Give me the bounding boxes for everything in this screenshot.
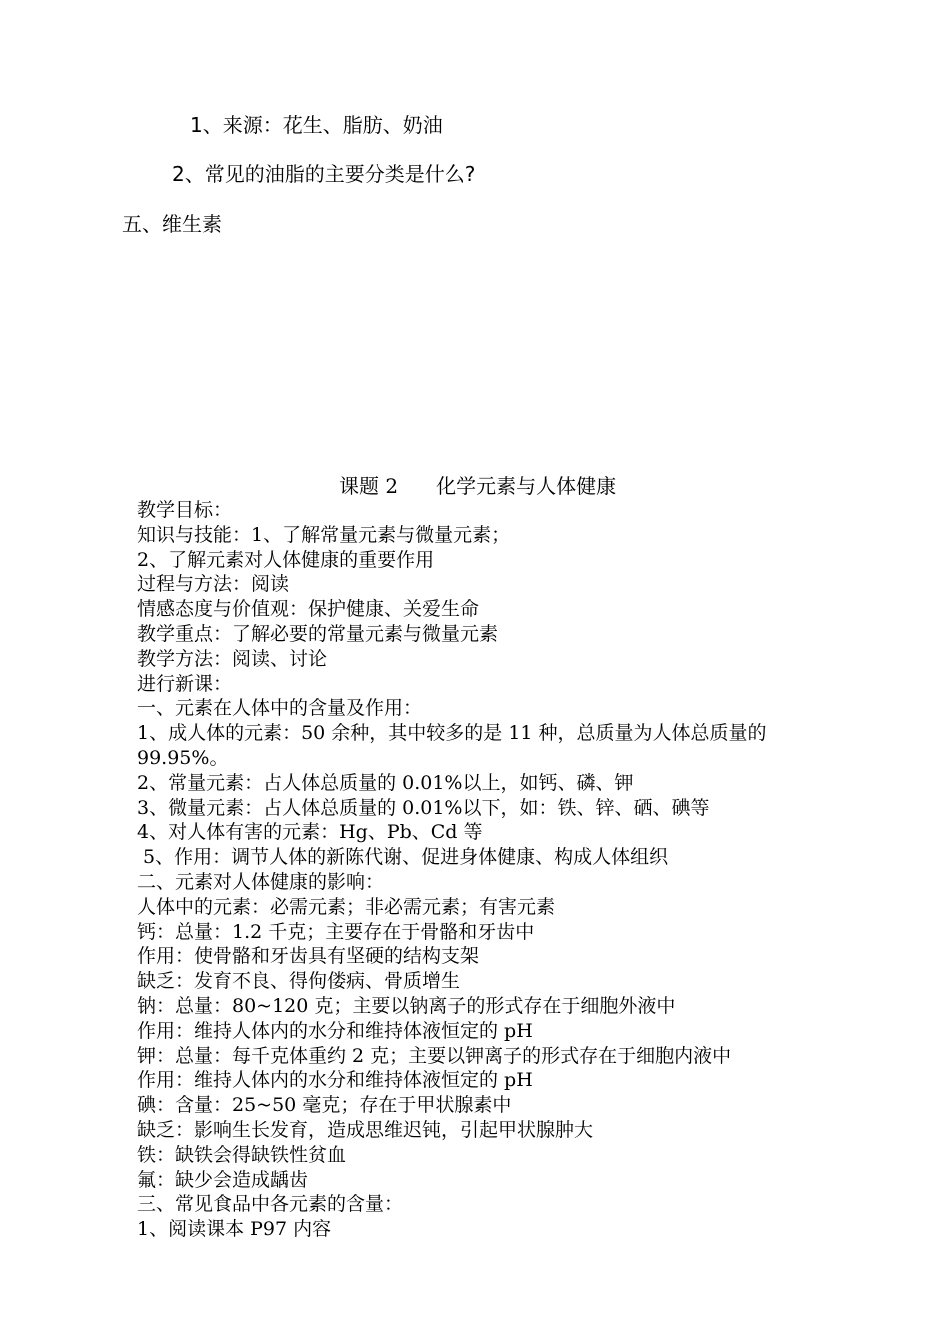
- text-line: 1、阅读课本 P97 内容: [137, 1218, 332, 1241]
- text-line: 钠：总量：80~120 克；主要以钠离子的形式存在于细胞外液中: [137, 994, 676, 1017]
- section-heading-vitamins: 五、维生素: [122, 212, 222, 236]
- text-line: 2、常量元素：占人体总质量的 0.01%以上，如钙、磷、钾: [137, 771, 634, 794]
- text-line: 2、了解元素对人体健康的重要作用: [137, 548, 435, 571]
- question-line: 2、常见的油脂的主要分类是什么?: [172, 162, 476, 186]
- text-line: 氟：缺少会造成龋齿: [137, 1168, 309, 1191]
- text-line: 钙：总量：1.2 千克；主要存在于骨骼和牙齿中: [137, 920, 535, 943]
- text-line: 5、作用：调节人体的新陈代谢、促进身体健康、构成人体组织: [137, 846, 669, 869]
- text-line: 99.95%。: [137, 746, 229, 769]
- text-line: 钾：总量：每千克体重约 2 克；主要以钾离子的形式存在于细胞内液中: [137, 1044, 732, 1067]
- text-line: 缺乏：影响生长发育，造成思维迟钝，引起甲状腺肿大: [137, 1118, 594, 1141]
- text-line: 3、微量元素：占人体总质量的 0.01%以下，如：铁、锌、硒、碘等: [137, 796, 710, 819]
- text-line: 人体中的元素：必需元素；非必需元素；有害元素: [137, 895, 556, 918]
- lesson-title-number: 课题 2: [339, 474, 399, 498]
- text-line: 知识与技能：1、了解常量元素与微量元素；: [137, 523, 511, 546]
- text-line: 碘：含量：25~50 毫克；存在于甲状腺素中: [137, 1094, 512, 1117]
- source-line: 1、来源：花生、脂肪、奶油: [190, 113, 443, 137]
- text-line: 1、成人体的元素：50 余种，其中较多的是 11 种，总质量为人体总质量的: [137, 722, 767, 745]
- text-line: 作用：使骨骼和牙齿具有坚硬的结构支架: [137, 945, 480, 968]
- text-line: 作用：维持人体内的水分和维持体液恒定的 pH: [137, 1019, 533, 1042]
- text-line: 三、常见食品中各元素的含量：: [137, 1193, 404, 1216]
- text-line: 过程与方法：阅读: [137, 573, 290, 596]
- text-line: 教学目标：: [137, 499, 233, 521]
- text-line: 二、元素对人体健康的影响：: [137, 870, 385, 893]
- text-line: 作用：维持人体内的水分和维持体液恒定的 pH: [137, 1069, 533, 1092]
- text-line: 教学方法：阅读、讨论: [137, 647, 328, 670]
- text-line: 铁：缺铁会得缺铁性贫血: [137, 1143, 347, 1166]
- lesson-body: [137, 498, 897, 1242]
- text-line: 情感态度与价值观：保护健康、关爱生命: [137, 598, 480, 621]
- text-line: 进行新课：: [137, 672, 233, 695]
- lesson-title-text: 化学元素与人体健康: [436, 474, 617, 498]
- text-line: 教学重点：了解必要的常量元素与微量元素: [137, 622, 499, 645]
- text-line: 缺乏：发育不良、得佝偻病、骨质增生: [137, 970, 461, 993]
- text-line: 一、元素在人体中的含量及作用：: [137, 697, 423, 720]
- text-line: 4、对人体有害的元素：Hg、Pb、Cd 等: [137, 821, 483, 844]
- lesson-title: [339, 473, 616, 499]
